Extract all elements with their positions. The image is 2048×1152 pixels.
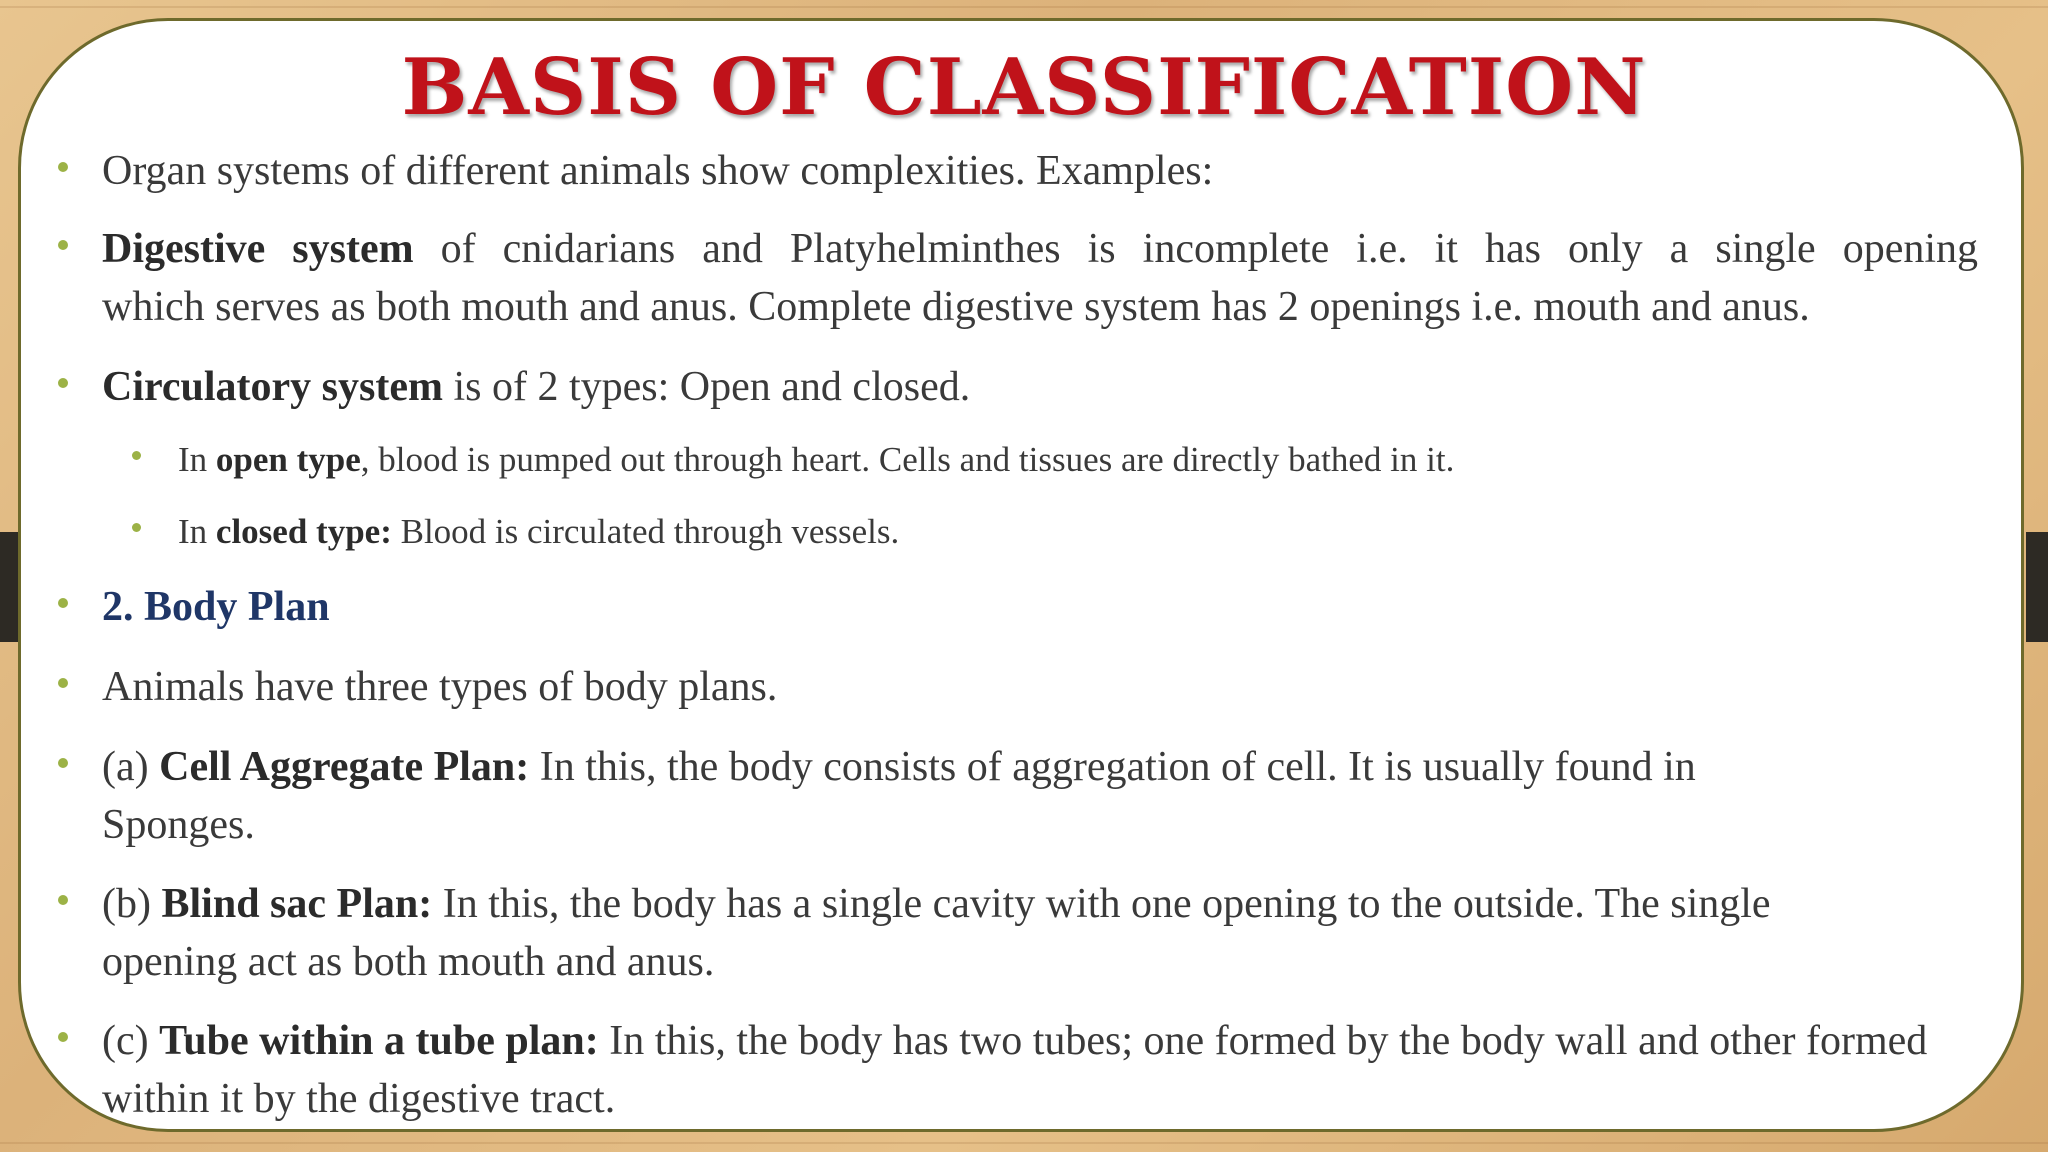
bullet-dot bbox=[58, 162, 68, 172]
slide-title: BASIS OF CLASSIFICATION bbox=[401, 42, 1647, 133]
bullet-dot bbox=[58, 378, 68, 388]
bullet-text bbox=[102, 220, 1978, 336]
bold-term: Circulatory system bbox=[102, 364, 443, 410]
text-run: (a) bbox=[102, 744, 160, 790]
bullet-text bbox=[102, 1012, 1938, 1128]
text-run: of cnidarians and Platyhelminthes is incomplete i.e. it has only a single opening bbox=[413, 226, 1979, 272]
bold-term: Digestive system bbox=[102, 226, 414, 272]
text-run: , blood is pumped out through heart. Cells and tissues are directly bathed in it. bbox=[360, 440, 1455, 479]
bullet-dot bbox=[132, 523, 141, 532]
text-run: In this, the body has a single cavity with one opening to the outside. The single opening act as both mouth and anus. bbox=[102, 881, 1771, 985]
text-run: (c) bbox=[102, 1018, 160, 1064]
bullet-dot bbox=[58, 1032, 68, 1042]
bold-term: Blind sac Plan: bbox=[161, 881, 433, 927]
bullet-text bbox=[178, 436, 1972, 484]
section-heading: 2. Body Plan bbox=[102, 584, 330, 630]
right-edge-bar bbox=[2026, 532, 2048, 642]
bullet-dot bbox=[58, 678, 68, 688]
text-run: which serves as both mouth and anus. Complete digestive system has 2 openings i.e. mouth and anus. bbox=[102, 284, 1810, 330]
bold-term: closed type: bbox=[215, 512, 392, 551]
bullet-dot bbox=[58, 240, 68, 250]
bold-term: open type bbox=[215, 440, 361, 479]
text-run: is of 2 types: Open and closed. bbox=[442, 364, 971, 410]
bullet-text bbox=[178, 508, 1972, 556]
bullet-text bbox=[102, 875, 1898, 991]
text-run: In this, the body consists of aggregation of cell. It is usually found in Sponges. bbox=[102, 744, 1696, 848]
bold-term: Cell Aggregate Plan: bbox=[159, 744, 530, 790]
bold-term: Tube within a tube plan: bbox=[159, 1018, 599, 1064]
text-run: (b) bbox=[102, 881, 162, 927]
bullet-text: Organ systems of different animals show complexities. Examples: bbox=[102, 148, 1214, 194]
text-run: In bbox=[178, 440, 216, 479]
bullet-dot bbox=[132, 451, 141, 460]
bullet-dot bbox=[58, 758, 68, 768]
bullet-dot bbox=[58, 895, 68, 905]
text-run: In this, the body has two tubes; one formed by the body wall and other formed within it by the digestive tract. bbox=[102, 1018, 1928, 1122]
bullet-text bbox=[102, 738, 1808, 854]
text-run: In bbox=[178, 512, 216, 551]
bullet-text: Animals have three types of body plans. bbox=[102, 664, 778, 710]
text-run: Blood is circulated through vessels. bbox=[391, 512, 900, 551]
bullet-dot bbox=[58, 598, 68, 608]
bullet-text bbox=[102, 358, 1978, 416]
